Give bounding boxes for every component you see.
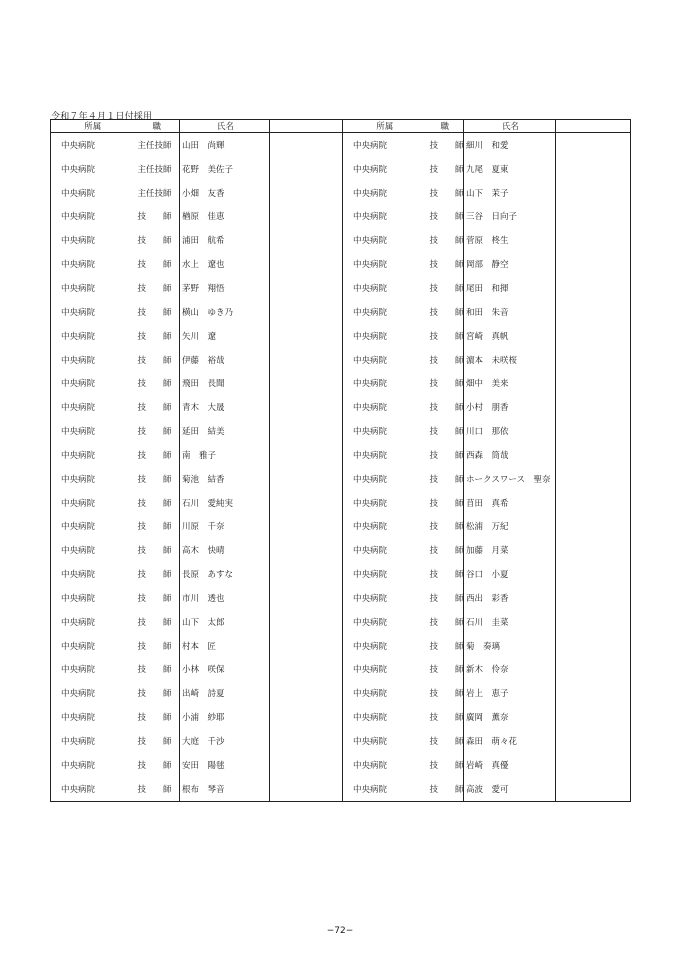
left-name-cell: 花野 美佐子 xyxy=(180,157,270,181)
right-blank-cell xyxy=(556,443,631,467)
right-name-cell: 細川 和愛 xyxy=(464,133,556,157)
left-name-cell: 山田 尚輝 xyxy=(180,133,270,157)
left-name-cell: 飛田 長聞 xyxy=(180,371,270,395)
right-blank-cell xyxy=(556,562,631,586)
left-name-cell: 高木 快晴 xyxy=(180,538,270,562)
right-affiliation-cell: 中央病院 xyxy=(353,427,388,438)
table-row xyxy=(51,205,631,229)
table-row xyxy=(51,324,631,348)
right-name-cell: 石川 圭菜 xyxy=(464,610,556,634)
left-name-cell: 楢原 佳恵 xyxy=(180,205,270,229)
left-affiliation-cell: 中央病院 xyxy=(51,276,135,300)
left-blank-cell xyxy=(270,300,343,324)
right-affiliation-cell: 中央病院 xyxy=(353,283,388,294)
left-title-cell: 技 師 xyxy=(137,760,172,771)
left-name-cell: 根布 琴音 xyxy=(180,777,270,801)
right-title-cell: 技 師 xyxy=(429,140,464,151)
table-row xyxy=(51,705,631,729)
left-affiliation-cell: 中央病院 xyxy=(51,681,135,705)
right-blank-cell xyxy=(556,586,631,610)
table-row xyxy=(51,157,631,181)
left-title-cell: 技 師 xyxy=(137,689,172,700)
right-affiliation-cell: 中央病院 xyxy=(353,307,388,318)
left-title-cell: 技 師 xyxy=(137,522,172,533)
right-title-cell: 技 師 xyxy=(429,522,464,533)
left-affiliation-cell: 中央病院 xyxy=(51,729,135,753)
left-title-cell: 主任技師 xyxy=(137,164,172,175)
left-affiliation-cell: 中央病院 xyxy=(51,205,135,229)
left-title-cell: 主任技師 xyxy=(137,140,172,151)
table-row xyxy=(51,300,631,324)
left-title-cell: 技 師 xyxy=(137,212,172,223)
right-blank-cell xyxy=(556,276,631,300)
right-blank-cell xyxy=(556,157,631,181)
left-name-cell: 矢川 遼 xyxy=(180,324,270,348)
left-title-cell: 技 師 xyxy=(137,355,172,366)
left-affiliation-cell: 中央病院 xyxy=(51,753,135,777)
right-name-cell: 高波 愛可 xyxy=(464,777,556,801)
right-title-cell: 技 師 xyxy=(429,713,464,724)
left-affiliation-cell: 中央病院 xyxy=(51,348,135,372)
left-name-cell: 菊池 結香 xyxy=(180,467,270,491)
left-blank-cell xyxy=(270,681,343,705)
right-blank-cell xyxy=(556,419,631,443)
right-title-cell: 技 師 xyxy=(429,403,464,414)
right-title-cell: 技 師 xyxy=(429,546,464,557)
left-blank-cell xyxy=(270,324,343,348)
right-title-cell: 技 師 xyxy=(429,188,464,199)
left-name-cell: 青木 大晟 xyxy=(180,395,270,419)
right-affiliation-cell: 中央病院 xyxy=(353,665,388,676)
left-name-cell: 伊藤 裕哉 xyxy=(180,348,270,372)
right-affiliation-cell: 中央病院 xyxy=(353,522,388,533)
right-blank-cell xyxy=(556,729,631,753)
left-name-cell: 長原 あすな xyxy=(180,562,270,586)
right-affiliation-cell: 中央病院 xyxy=(353,188,388,199)
right-affiliation-cell: 中央病院 xyxy=(353,331,388,342)
right-affiliation-cell: 中央病院 xyxy=(353,737,388,748)
right-affiliation-cell: 中央病院 xyxy=(353,617,388,628)
header-affiliation: 所属 xyxy=(343,120,427,133)
right-title-cell: 技 師 xyxy=(429,570,464,581)
left-blank-cell xyxy=(270,348,343,372)
right-name-cell: 畑中 美来 xyxy=(464,371,556,395)
right-blank-cell xyxy=(556,681,631,705)
roster-body xyxy=(51,133,631,802)
right-affiliation-cell: 中央病院 xyxy=(353,641,388,652)
right-affiliation-cell: 中央病院 xyxy=(353,164,388,175)
right-affiliation-cell: 中央病院 xyxy=(353,450,388,461)
right-blank-cell xyxy=(556,252,631,276)
left-name-cell: 横山 ゆき乃 xyxy=(180,300,270,324)
right-blank-cell xyxy=(556,348,631,372)
right-blank-cell xyxy=(556,133,631,157)
right-name-cell: 西森 筒哉 xyxy=(464,443,556,467)
left-affiliation-cell: 中央病院 xyxy=(51,610,135,634)
left-name-cell: 村本 匠 xyxy=(180,634,270,658)
right-title-cell: 技 師 xyxy=(429,379,464,390)
left-affiliation-cell: 中央病院 xyxy=(51,371,135,395)
table-row xyxy=(51,586,631,610)
left-title-cell: 技 師 xyxy=(137,546,172,557)
right-blank-cell xyxy=(556,538,631,562)
left-name-cell: 小浦 紗耶 xyxy=(180,705,270,729)
table-row xyxy=(51,753,631,777)
table-row xyxy=(51,133,631,157)
left-blank-cell xyxy=(270,729,343,753)
right-blank-cell xyxy=(556,634,631,658)
left-name-cell: 山下 太郎 xyxy=(180,610,270,634)
right-title-cell: 技 師 xyxy=(429,474,464,485)
left-title-cell: 技 師 xyxy=(137,570,172,581)
table-row xyxy=(51,467,631,491)
right-blank-cell xyxy=(556,610,631,634)
left-affiliation-cell: 中央病院 xyxy=(51,181,135,205)
left-affiliation-cell: 中央病院 xyxy=(51,634,135,658)
left-blank-cell xyxy=(270,515,343,539)
left-blank-cell xyxy=(270,562,343,586)
right-name-cell: 三谷 日向子 xyxy=(464,205,556,229)
left-blank-cell xyxy=(270,443,343,467)
left-title-cell: 技 師 xyxy=(137,307,172,318)
left-title-cell: 技 師 xyxy=(137,474,172,485)
left-affiliation-cell: 中央病院 xyxy=(51,395,135,419)
left-title-cell: 技 師 xyxy=(137,593,172,604)
left-blank-cell xyxy=(270,753,343,777)
left-blank-cell xyxy=(270,133,343,157)
page-number: −72− xyxy=(326,926,354,936)
right-affiliation-cell: 中央病院 xyxy=(353,570,388,581)
left-title-cell: 技 師 xyxy=(137,713,172,724)
left-name-cell: 石川 愛純実 xyxy=(180,491,270,515)
right-name-cell: 岩上 恵子 xyxy=(464,681,556,705)
left-title-cell: 技 師 xyxy=(137,665,172,676)
left-name-cell: 南 雅子 xyxy=(180,443,270,467)
table-row xyxy=(51,658,631,682)
right-name-cell: 森田 萌々花 xyxy=(464,729,556,753)
table-row xyxy=(51,610,631,634)
table-row xyxy=(51,729,631,753)
left-title-cell: 技 師 xyxy=(137,427,172,438)
right-blank-cell xyxy=(556,205,631,229)
right-title-cell: 技 師 xyxy=(429,283,464,294)
left-affiliation-cell: 中央病院 xyxy=(51,419,135,443)
left-affiliation-cell: 中央病院 xyxy=(51,491,135,515)
right-title-cell: 技 師 xyxy=(429,331,464,342)
left-title-cell: 技 師 xyxy=(137,737,172,748)
table-row xyxy=(51,491,631,515)
right-blank-cell xyxy=(556,324,631,348)
left-name-cell: 茅野 翔悟 xyxy=(180,276,270,300)
left-affiliation-cell: 中央病院 xyxy=(51,443,135,467)
table-row xyxy=(51,538,631,562)
right-name-cell: 川口 那依 xyxy=(464,419,556,443)
left-affiliation-cell: 中央病院 xyxy=(51,538,135,562)
table-row xyxy=(51,276,631,300)
left-title-cell: 技 師 xyxy=(137,403,172,414)
right-title-cell: 技 師 xyxy=(429,617,464,628)
table-row xyxy=(51,228,631,252)
left-blank-cell xyxy=(270,467,343,491)
right-affiliation-cell: 中央病院 xyxy=(353,689,388,700)
right-blank-cell xyxy=(556,181,631,205)
right-title-cell: 技 師 xyxy=(429,689,464,700)
left-blank-cell xyxy=(270,252,343,276)
table-row xyxy=(51,371,631,395)
right-name-cell: 九尾 夏東 xyxy=(464,157,556,181)
right-blank-cell xyxy=(556,491,631,515)
left-blank-cell xyxy=(270,205,343,229)
left-name-cell: 安田 陽毬 xyxy=(180,753,270,777)
left-name-cell: 小畑 友香 xyxy=(180,181,270,205)
left-affiliation-cell: 中央病院 xyxy=(51,777,135,801)
left-name-cell: 出崎 詩夏 xyxy=(180,681,270,705)
header-title: 職 xyxy=(135,120,180,133)
left-affiliation-cell: 中央病院 xyxy=(51,300,135,324)
right-title-cell: 技 師 xyxy=(429,498,464,509)
table-row xyxy=(51,252,631,276)
table-header-row xyxy=(51,120,631,133)
table-row xyxy=(51,395,631,419)
left-blank-cell xyxy=(270,491,343,515)
table-row xyxy=(51,515,631,539)
right-title-cell: 技 師 xyxy=(427,777,464,801)
table-row xyxy=(51,777,631,801)
right-affiliation-cell: 中央病院 xyxy=(353,593,388,604)
left-blank-cell xyxy=(270,658,343,682)
right-name-cell: 和田 朱音 xyxy=(464,300,556,324)
left-affiliation-cell: 中央病院 xyxy=(51,586,135,610)
left-blank-cell xyxy=(270,419,343,443)
right-blank-cell xyxy=(556,228,631,252)
left-title-cell: 技 師 xyxy=(135,777,180,801)
left-name-cell: 大庭 千沙 xyxy=(180,729,270,753)
left-blank-cell xyxy=(270,395,343,419)
right-title-cell: 技 師 xyxy=(429,737,464,748)
left-blank-cell xyxy=(270,705,343,729)
right-affiliation-cell: 中央病院 xyxy=(353,713,388,724)
right-title-cell: 技 師 xyxy=(429,212,464,223)
left-affiliation-cell: 中央病院 xyxy=(51,133,135,157)
left-title-cell: 技 師 xyxy=(137,331,172,342)
right-name-cell: ホークスワース 聖奈 xyxy=(464,467,556,491)
right-blank-cell xyxy=(556,705,631,729)
right-affiliation-cell: 中央病院 xyxy=(353,760,388,771)
header-blank xyxy=(270,120,343,133)
left-affiliation-cell: 中央病院 xyxy=(51,157,135,181)
right-title-cell: 技 師 xyxy=(429,641,464,652)
left-name-cell: 小林 咲保 xyxy=(180,658,270,682)
right-affiliation-cell: 中央病院 xyxy=(353,474,388,485)
left-blank-cell xyxy=(270,276,343,300)
right-blank-cell xyxy=(556,753,631,777)
right-affiliation-cell: 中央病院 xyxy=(353,403,388,414)
right-title-cell: 技 師 xyxy=(429,665,464,676)
left-affiliation-cell: 中央病院 xyxy=(51,705,135,729)
left-blank-cell xyxy=(270,181,343,205)
header-title: 職 xyxy=(427,120,464,133)
header-name: 氏名 xyxy=(464,120,556,133)
left-title-cell: 技 師 xyxy=(137,236,172,247)
left-name-cell: 浦田 航希 xyxy=(180,228,270,252)
left-affiliation-cell: 中央病院 xyxy=(51,515,135,539)
right-name-cell: 岡部 静空 xyxy=(464,252,556,276)
left-title-cell: 技 師 xyxy=(137,283,172,294)
left-affiliation-cell: 中央病院 xyxy=(51,467,135,491)
right-name-cell: 新木 伶奈 xyxy=(464,658,556,682)
left-name-cell: 市川 透也 xyxy=(180,586,270,610)
header-name: 氏名 xyxy=(180,120,270,133)
table-row xyxy=(51,634,631,658)
right-name-cell: 西出 彩香 xyxy=(464,586,556,610)
left-title-cell: 技 師 xyxy=(137,260,172,271)
header-blank xyxy=(556,120,631,133)
left-affiliation-cell: 中央病院 xyxy=(51,562,135,586)
right-title-cell: 技 師 xyxy=(429,760,464,771)
table-row xyxy=(51,562,631,586)
right-name-cell: 苜田 真希 xyxy=(464,491,556,515)
left-blank-cell xyxy=(270,157,343,181)
right-name-cell: 松浦 万紀 xyxy=(464,515,556,539)
left-name-cell: 川原 千奈 xyxy=(180,515,270,539)
left-blank-cell xyxy=(270,586,343,610)
header-affiliation: 所属 xyxy=(51,120,135,133)
right-name-cell: 尾田 和揮 xyxy=(464,276,556,300)
table-row xyxy=(51,181,631,205)
table-row xyxy=(51,419,631,443)
left-title-cell: 技 師 xyxy=(137,641,172,652)
table-row xyxy=(51,348,631,372)
hiring-roster-table xyxy=(50,119,631,802)
right-blank-cell xyxy=(556,658,631,682)
right-title-cell: 技 師 xyxy=(429,593,464,604)
right-title-cell: 技 師 xyxy=(429,355,464,366)
table-row xyxy=(51,443,631,467)
left-blank-cell xyxy=(270,371,343,395)
left-title-cell: 技 師 xyxy=(137,617,172,628)
right-blank-cell xyxy=(556,467,631,491)
right-title-cell: 技 師 xyxy=(429,236,464,247)
left-affiliation-cell: 中央病院 xyxy=(51,228,135,252)
document-caption: 令和７年４月１日付採用 xyxy=(51,112,153,122)
right-name-cell: 濵本 未咲桜 xyxy=(464,348,556,372)
right-blank-cell xyxy=(556,777,631,801)
right-title-cell: 技 師 xyxy=(429,307,464,318)
right-name-cell: 岩崎 真優 xyxy=(464,753,556,777)
left-name-cell: 水上 遼也 xyxy=(180,252,270,276)
right-name-cell: 廣岡 薫奈 xyxy=(464,705,556,729)
right-affiliation-cell: 中央病院 xyxy=(353,260,388,271)
right-blank-cell xyxy=(556,371,631,395)
right-name-cell: 山下 茉子 xyxy=(464,181,556,205)
right-affiliation-cell: 中央病院 xyxy=(353,236,388,247)
left-title-cell: 主任技師 xyxy=(137,188,172,199)
right-blank-cell xyxy=(556,395,631,419)
right-affiliation-cell: 中央病院 xyxy=(353,498,388,509)
right-title-cell: 技 師 xyxy=(429,450,464,461)
left-title-cell: 技 師 xyxy=(137,450,172,461)
left-affiliation-cell: 中央病院 xyxy=(51,658,135,682)
right-name-cell: 小村 朋香 xyxy=(464,395,556,419)
left-blank-cell xyxy=(270,228,343,252)
right-affiliation-cell: 中央病院 xyxy=(353,355,388,366)
left-blank-cell xyxy=(270,634,343,658)
right-title-cell: 技 師 xyxy=(429,164,464,175)
left-blank-cell xyxy=(270,777,343,801)
table-row xyxy=(51,681,631,705)
right-affiliation-cell: 中央病院 xyxy=(353,212,388,223)
right-blank-cell xyxy=(556,515,631,539)
right-name-cell: 谷口 小夏 xyxy=(464,562,556,586)
right-affiliation-cell: 中央病院 xyxy=(353,140,388,151)
right-affiliation-cell: 中央病院 xyxy=(353,546,388,557)
left-affiliation-cell: 中央病院 xyxy=(51,252,135,276)
right-title-cell: 技 師 xyxy=(429,260,464,271)
right-affiliation-cell: 中央病院 xyxy=(353,379,388,390)
left-title-cell: 技 師 xyxy=(137,379,172,390)
right-affiliation-cell: 中央病院 xyxy=(343,777,427,801)
right-blank-cell xyxy=(556,300,631,324)
right-name-cell: 宮崎 真帆 xyxy=(464,324,556,348)
left-blank-cell xyxy=(270,610,343,634)
left-name-cell: 延田 結美 xyxy=(180,419,270,443)
right-name-cell: 菊 奏璃 xyxy=(464,634,556,658)
right-name-cell: 菅原 柊生 xyxy=(464,228,556,252)
left-affiliation-cell: 中央病院 xyxy=(51,324,135,348)
left-title-cell: 技 師 xyxy=(137,498,172,509)
left-blank-cell xyxy=(270,538,343,562)
right-title-cell: 技 師 xyxy=(429,427,464,438)
right-name-cell: 加藤 月菜 xyxy=(464,538,556,562)
